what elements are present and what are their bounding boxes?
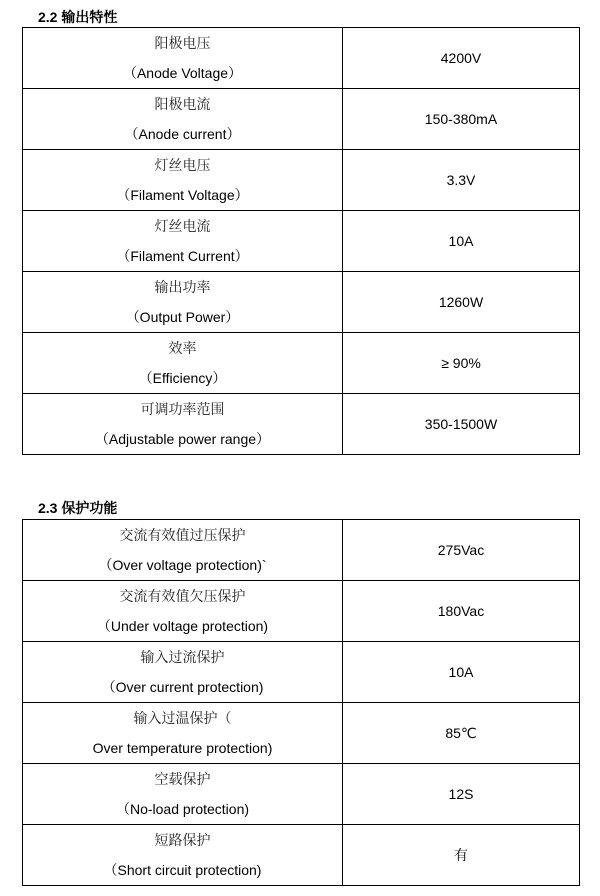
parameter-name-zh: 交流有效值欠压保护 (119, 588, 246, 604)
parameter-name-zh: 交流有效值过压保护 (119, 527, 246, 543)
table-row (23, 394, 580, 455)
parameter-cell (23, 394, 343, 455)
parameter-name-en: （Efficiency） (138, 370, 227, 386)
output-characteristics-table (22, 27, 580, 455)
parameter-name-en: （Filament Current） (116, 248, 249, 264)
parameter-value: ≥ 90% (343, 333, 580, 394)
parameter-value: 4200V (343, 28, 580, 89)
parameter-name-en: （No-load protection) (115, 801, 250, 817)
parameter-cell (23, 211, 343, 272)
section-heading-protection-functions: 2.3 保护功能 (38, 500, 118, 516)
parameter-name-zh: 阳极电压 (154, 35, 211, 51)
parameter-value: 1260W (343, 272, 580, 333)
parameter-name-zh: 灯丝电压 (154, 157, 211, 173)
parameter-cell (23, 642, 343, 703)
table-row (23, 89, 580, 150)
parameter-name-en: （Under voltage protection) (96, 618, 269, 634)
table-row (23, 825, 580, 886)
table-row (23, 150, 580, 211)
parameter-value: 有 (343, 825, 580, 886)
table-row (23, 764, 580, 825)
table-row (23, 28, 580, 89)
parameter-cell (23, 764, 343, 825)
table-row (23, 333, 580, 394)
parameter-name-zh: 效率 (168, 340, 197, 356)
parameter-value: 85℃ (343, 703, 580, 764)
parameter-cell (23, 703, 343, 764)
parameter-name-zh: 可调功率范围 (140, 401, 225, 417)
parameter-value: 12S (343, 764, 580, 825)
parameter-cell (23, 272, 343, 333)
parameter-value: 150-380mA (343, 89, 580, 150)
parameter-value: 180Vac (343, 581, 580, 642)
parameter-name-zh: 灯丝电流 (154, 218, 211, 234)
parameter-name-en: （Over current protection) (101, 679, 264, 695)
table-row (23, 581, 580, 642)
parameter-cell (23, 581, 343, 642)
parameter-name-zh: 短路保护 (154, 832, 211, 848)
parameter-name-zh: 输入过温保护（ (133, 710, 232, 726)
parameter-value: 3.3V (343, 150, 580, 211)
table-row (23, 642, 580, 703)
parameter-name-en: （Output Power） (125, 309, 240, 325)
parameter-name-en: （Adjustable power range） (94, 431, 271, 447)
table-row (23, 211, 580, 272)
parameter-name-zh: 输出功率 (154, 279, 211, 295)
parameter-name-en: （Anode current） (124, 126, 241, 142)
parameter-cell (23, 520, 343, 581)
parameter-name-en: Over temperature protection) (92, 740, 273, 756)
parameter-name-zh: 空载保护 (154, 771, 211, 787)
parameter-name-zh: 输入过流保护 (140, 649, 225, 665)
parameter-value: 10A (343, 211, 580, 272)
table-row (23, 272, 580, 333)
table-row (23, 520, 580, 581)
parameter-value: 10A (343, 642, 580, 703)
parameter-name-en: （Short circuit protection) (103, 862, 262, 878)
parameter-cell (23, 28, 343, 89)
parameter-value: 350-1500W (343, 394, 580, 455)
parameter-cell (23, 89, 343, 150)
parameter-name-en: （Filament Voltage） (116, 187, 249, 203)
parameter-cell (23, 825, 343, 886)
parameter-name-zh: 阳极电流 (154, 96, 211, 112)
parameter-cell (23, 333, 343, 394)
parameter-name-en: （Anode Voltage） (122, 65, 243, 81)
section-heading-output-characteristics: 2.2 输出特性 (38, 9, 118, 25)
parameter-cell (23, 150, 343, 211)
parameter-value: 275Vac (343, 520, 580, 581)
protection-functions-table (22, 519, 580, 886)
parameter-name-en: （Over voltage protection)` (98, 557, 267, 573)
table-row (23, 703, 580, 764)
